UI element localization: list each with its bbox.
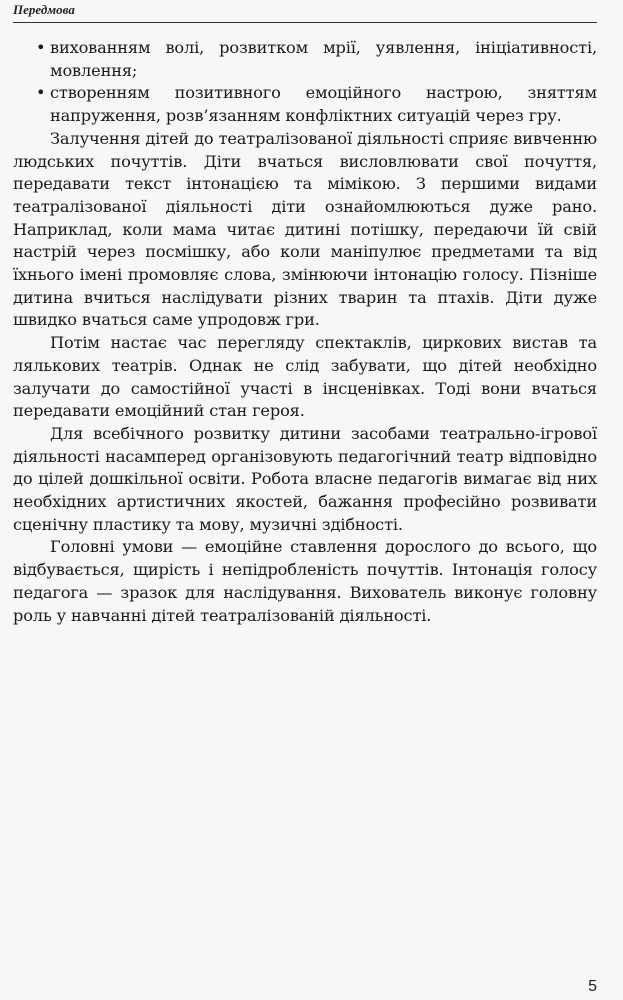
bullet-icon: •: [36, 38, 46, 57]
bullet-text: вихованням волі, розвитком мрії, уявлення, ініціативності, мовлення;: [50, 38, 597, 80]
page-number: 5: [588, 978, 597, 995]
paragraph: Головні умови — емоційне ставлення дорослого до всього, що відбувається, щирість і непідробленість почуттів. Інтонація голосу педагога — зразок для наслідування. Вихователь виконує головну роль у навчанні дітей театралізованій діяльності.: [13, 537, 597, 625]
paragraph: Потім настає час перегляду спектаклів, циркових вистав та лялькових театрів. Однак не слід забувати, що дітей необхідно залучати до самостійної участі в інсценівках. Тоді вони вчаться передавати емоційний стан героя.: [13, 333, 597, 421]
bullet-item: [13, 82, 597, 127]
bullet-item: [13, 37, 597, 82]
paragraph: Для всебічного розвитку дитини засобами театрально-ігрової діяльності насамперед організовують педагогічний театр відповідно до цілей дошкільної освіти. Робота власне педагогів вимагає від них необхідних артистичних якостей, бажання професійно розвивати сценічну пластику та мову, музичні здібності.: [13, 423, 597, 534]
running-head-title: Передмова: [13, 2, 75, 17]
bullet-icon: •: [36, 83, 46, 103]
page-body: [13, 37, 597, 627]
bullet-text: створенням позитивного емоційного настрою, зняттям напруження, розв’язанням конфліктних ситуацій через гру.: [50, 83, 597, 126]
bullet-list: [13, 37, 597, 128]
header-rule: [13, 22, 597, 23]
paragraph: Залучення дітей до театралізованої діяльності сприяє вивченню людських почуттів. Діти вчаться висловлювати свої почуття, передавати текст інтонацією та мімікою. З першими видами театралізованої діяльності діти ознайомлюються дуже рано. Наприклад, коли мама читає дитині потішку, передаючи їй свій настрій через посмішку, або коли маніпулює предметами та від їхнього імені промовляє слова, змінюючи інтонацію голосу. Пізніше дитина вчиться наслідувати різних тварин та птахів. Діти дуже швидко вчаться саме упродовж гри.: [13, 128, 597, 330]
